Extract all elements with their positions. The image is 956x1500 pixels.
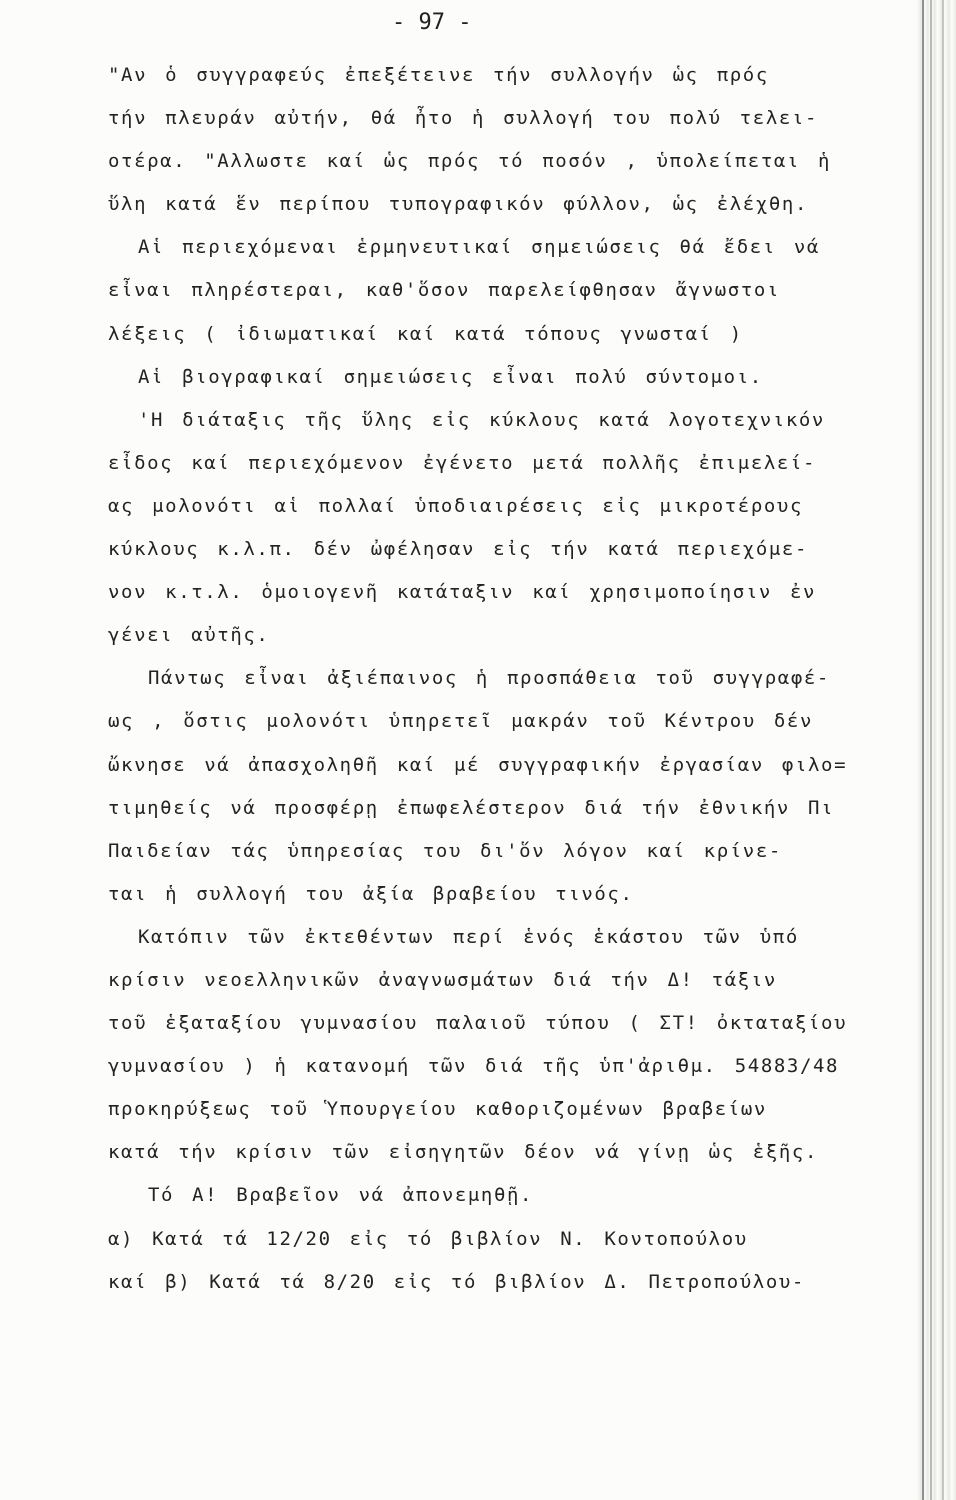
page-number: - 97 - bbox=[392, 10, 472, 35]
text-line: νον κ.τ.λ. ὁμοιογενῆ κατάταξιν καί χρησιμοποίησιν ἐν bbox=[108, 581, 817, 604]
text-line: Κατόπιν τῶν ἐκτεθέντων περί ἑνός ἑκάστου τῶν ὑπό bbox=[138, 925, 799, 948]
text-line: α) Κατά τά 12/20 εἰς τό βιβλίον Ν. Κοντοπούλου bbox=[108, 1227, 748, 1250]
text-line: 'Η διάταξις τῆς ὕλης εἰς κύκλους κατά λογοτεχνικόν bbox=[138, 408, 825, 431]
text-line: ὕλη κατά ἕν περίπου τυπογραφικόν φύλλον, ὡς ἐλέχθη. bbox=[108, 193, 808, 216]
text-line: καί β) Κατά τά 8/20 εἰς τό βιβλίον Δ. Πετροπούλου- bbox=[108, 1270, 805, 1293]
edge-shadow-line bbox=[922, 0, 924, 1500]
text-line: ας μολονότι αἱ πολλαί ὑποδιαιρέσεις εἰς μικροτέρους bbox=[108, 494, 803, 517]
text-line: τιμηθείς νά προσφέρῃ ἐπωφελέστερον διά τήν ἐθνικήν Πι bbox=[108, 796, 835, 819]
text-line: τοῦ ἑξαταξίου γυμνασίου παλαιοῦ τύπου ( ΣΤ! ὀκταταξίου bbox=[108, 1012, 848, 1035]
text-line: ται ἡ συλλογή του ἀξία βραβείου τινός. bbox=[108, 882, 634, 905]
edge-shadow-line bbox=[930, 0, 932, 1500]
text-line: προκηρύξεως τοῦ Ὑπουργείου καθοριζομένων βραβείων bbox=[108, 1098, 767, 1121]
text-line: κύκλους κ.λ.π. δέν ὠφέλησαν εἰς τήν κατά περιεχόμε- bbox=[108, 538, 808, 561]
text-line: Παιδείαν τάς ὑπηρεσίας του δι'ὅν λόγον καί κρίνε- bbox=[108, 839, 782, 862]
typed-text-body bbox=[108, 54, 898, 1304]
edge-shadow-line bbox=[942, 0, 944, 1500]
text-line: κατά τήν κρίσιν τῶν εἰσηγητῶν δέον νά γίνῃ ὡς ἑξῆς. bbox=[108, 1141, 818, 1164]
text-line: Αἱ βιογραφικαί σημειώσεις εἶναι πολύ σύντομοι. bbox=[138, 365, 763, 388]
text-line: γένει αὐτῆς. bbox=[108, 624, 270, 647]
text-line: λέξεις ( ἰδιωματικαί καί κατά τόπους γνωσταί ) bbox=[108, 322, 743, 345]
text-line: Πάντως εἶναι ἀξιέπαινος ἡ προσπάθεια τοῦ συγγραφέ- bbox=[148, 667, 830, 690]
text-line: εἶδος καί περιεχόμενον ἐγένετο μετά πολλῆς ἐπιμελεί- bbox=[108, 451, 817, 474]
page-edge-binding bbox=[916, 0, 956, 1500]
text-line: κρίσιν νεοελληνικῶν ἀναγνωσμάτων διά τήν Δ! τάξιν bbox=[108, 968, 777, 991]
text-line: τήν πλευράν αὐτήν, θά ἦτο ἡ συλλογή του πολύ τελει- bbox=[108, 107, 818, 130]
text-line: γυμνασίου ) ἡ κατανομή τῶν διά τῆς ὑπ'ἀριθμ. 54883/48 bbox=[108, 1055, 840, 1078]
text-line: εἶναι πληρέστεραι, καθ'ὅσον παρελείφθησαν ἄγνωστοι bbox=[108, 279, 780, 302]
text-line: Τό Α! Βραβεῖον νά ἀπονεμηθῇ. bbox=[148, 1184, 534, 1207]
text-line: "Αν ὁ συγγραφεύς ἐπεξέτεινε τήν συλλογήν ὡς πρός bbox=[108, 64, 769, 86]
text-line: ὤκνησε νά ἀπασχοληθῆ καί μέ συγγραφικήν ἐργασίαν φιλο= bbox=[108, 753, 848, 776]
text-line: ως , ὅστις μολονότι ὑπηρετεῖ μακράν τοῦ Κέντρου δέν bbox=[108, 710, 813, 733]
text-line: Αἱ περιεχόμεναι ἑρμηνευτικαί σημειώσεις θά ἔδει νά bbox=[138, 236, 820, 259]
text-line: οτέρα. "Αλλωστε καί ὡς πρός τό ποσόν , ὑπολείπεται ἡ bbox=[108, 150, 832, 173]
